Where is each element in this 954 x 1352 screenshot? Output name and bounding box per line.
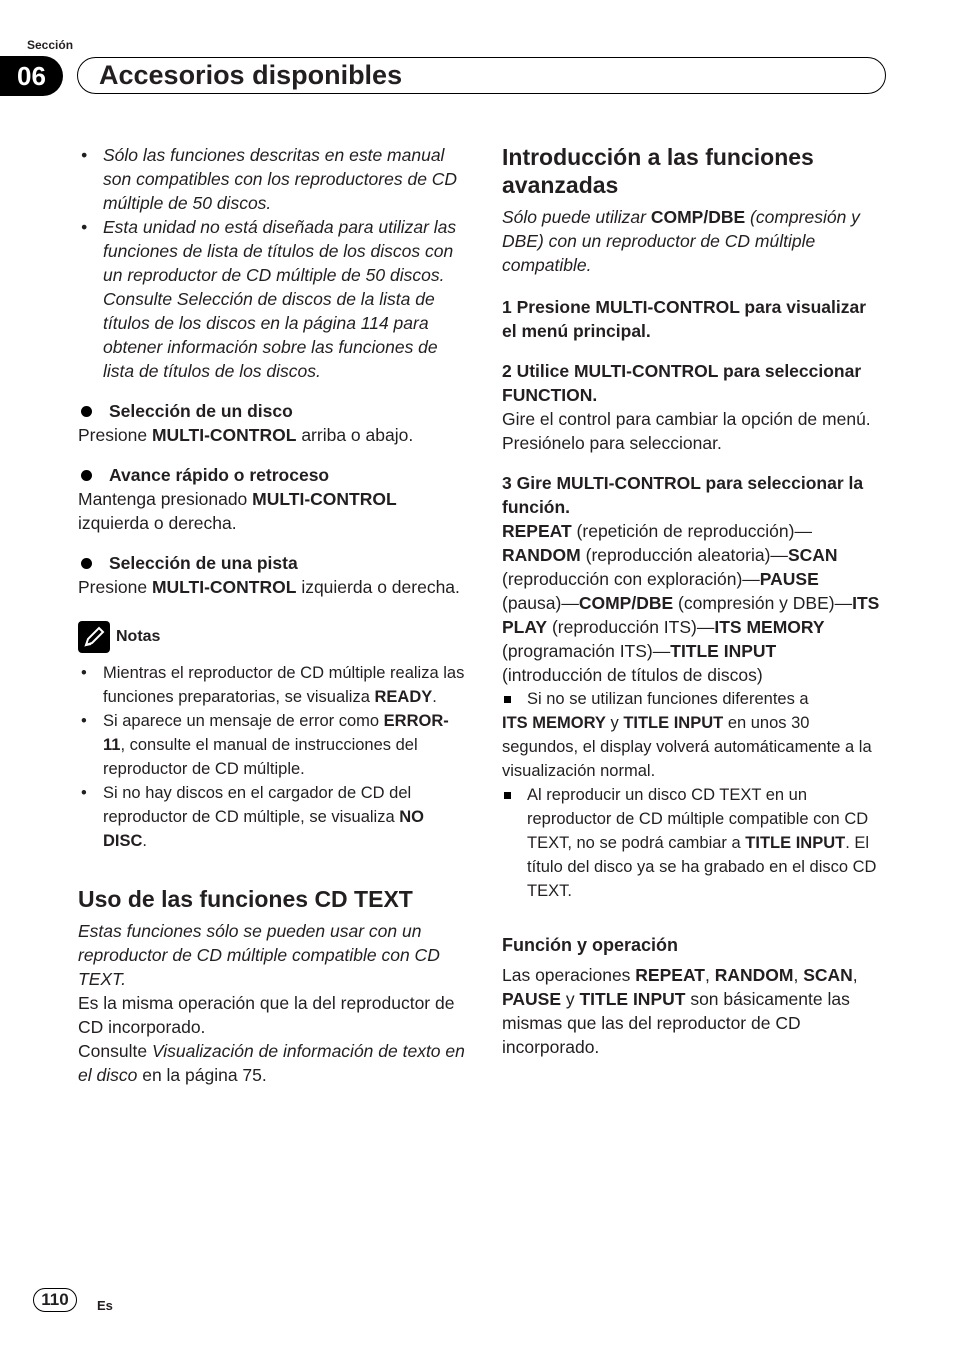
left-column <box>78 143 468 1087</box>
cdtext-p1: Es la misma operación que la del reproductor de CD incorporado. <box>78 993 455 1037</box>
right-column <box>502 143 880 1059</box>
cdtext-p2: Consulte Visualización de información de texto en el disco en la página 75. <box>78 1041 465 1085</box>
sel-pista-heading: Selección de una pista <box>78 551 468 575</box>
section-label: Sección <box>27 38 74 52</box>
notes-list <box>78 661 468 853</box>
func-heading: Función y operación <box>502 935 679 955</box>
step-2: 2 Utilice MULTI-CONTROL para seleccionar FUNCTION. <box>502 361 862 405</box>
square-note: Si no se utilizan funciones diferentes a <box>502 687 880 711</box>
page-number: 110 <box>33 1288 77 1312</box>
step-3: 3 Gire MULTI-CONTROL para seleccionar la función. <box>502 473 864 517</box>
notes-header <box>78 621 468 653</box>
list-item: • Sólo las funciones descritas en este manual son compatibles con los reproductores de CD múltiple de 50 discos. <box>78 143 468 215</box>
list-item: • Si no hay discos en el cargador de CD del reproductor de CD múltiple, se visualiza NO DISC. <box>78 781 468 853</box>
square-note: Al reproducir un disco CD TEXT en un reproductor de CD múltiple compatible con CD TEXT, no se podrá cambiar a TITLE INPUT. El título del disco ya se ha grabado en el disco CD TEXT. <box>502 783 880 903</box>
avance-heading: Avance rápido o retroceso <box>78 463 468 487</box>
cdtext-intro: Estas funciones sólo se pueden usar con un reproductor de CD múltiple compatible con CD TEXT. <box>78 921 440 989</box>
step-1: 1 Presione MULTI-CONTROL para visualizar el menú principal. <box>502 297 867 341</box>
func-text: Las operaciones REPEAT, RANDOM, SCAN, PAUSE y TITLE INPUT son básicamente las mismas que las del reproductor de CD incorporado. <box>502 965 858 1057</box>
list-item: • Esta unidad no está diseñada para utilizar las funciones de lista de títulos de los discos con un reproductor de CD múltiple de 50 discos. Consulte Selección de discos de la lista de títulos de los discos en la página 114 para obtener información sobre las funciones de lista de títulos de los discos. <box>78 215 468 383</box>
sel-disco-heading: Selección de un disco <box>78 399 468 423</box>
pencil-icon <box>78 621 110 653</box>
section-number-badge: 06 <box>0 56 63 96</box>
sel-disco-text: Presione MULTI-CONTROL arriba o abajo. <box>78 425 414 445</box>
intro-list <box>78 143 468 383</box>
page-title: Accesorios disponibles <box>77 57 886 94</box>
square-note-cont: ITS MEMORY y TITLE INPUT en unos 30 segundos, el display volverá automáticamente a la visualización normal. <box>502 714 872 780</box>
sel-pista-text: Presione MULTI-CONTROL izquierda o derecha. <box>78 577 460 597</box>
function-list: REPEAT (repetición de reproducción)—RANDOM (reproducción aleatoria)—SCAN (reproducción con exploración)—PAUSE (pausa)—COMP/DBE (compresión y DBE)—ITS PLAY (reproducción ITS)—ITS MEMORY (programación ITS)—TITLE INPUT (introducción de títulos de discos) <box>502 521 880 685</box>
advanced-heading: Introducción a las funciones avanzadas <box>502 144 814 198</box>
list-item: • Mientras el reproductor de CD múltiple realiza las funciones preparatorias, se visualiza READY. <box>78 661 468 709</box>
notes-label: Notas <box>116 628 161 645</box>
advanced-intro: Sólo puede utilizar COMP/DBE (compresión y DBE) con un reproductor de CD múltiple compatible. <box>502 207 860 275</box>
language-code: Es <box>97 1298 113 1313</box>
cdtext-heading: Uso de las funciones CD TEXT <box>78 886 413 912</box>
list-item: • Si aparece un mensaje de error como ERROR-11, consulte el manual de instrucciones del reproductor de CD múltiple. <box>78 709 468 781</box>
step-2-body: Gire el control para cambiar la opción de menú. Presiónelo para seleccionar. <box>502 409 871 453</box>
avance-text: Mantenga presionado MULTI-CONTROL izquierda o derecha. <box>78 489 397 533</box>
